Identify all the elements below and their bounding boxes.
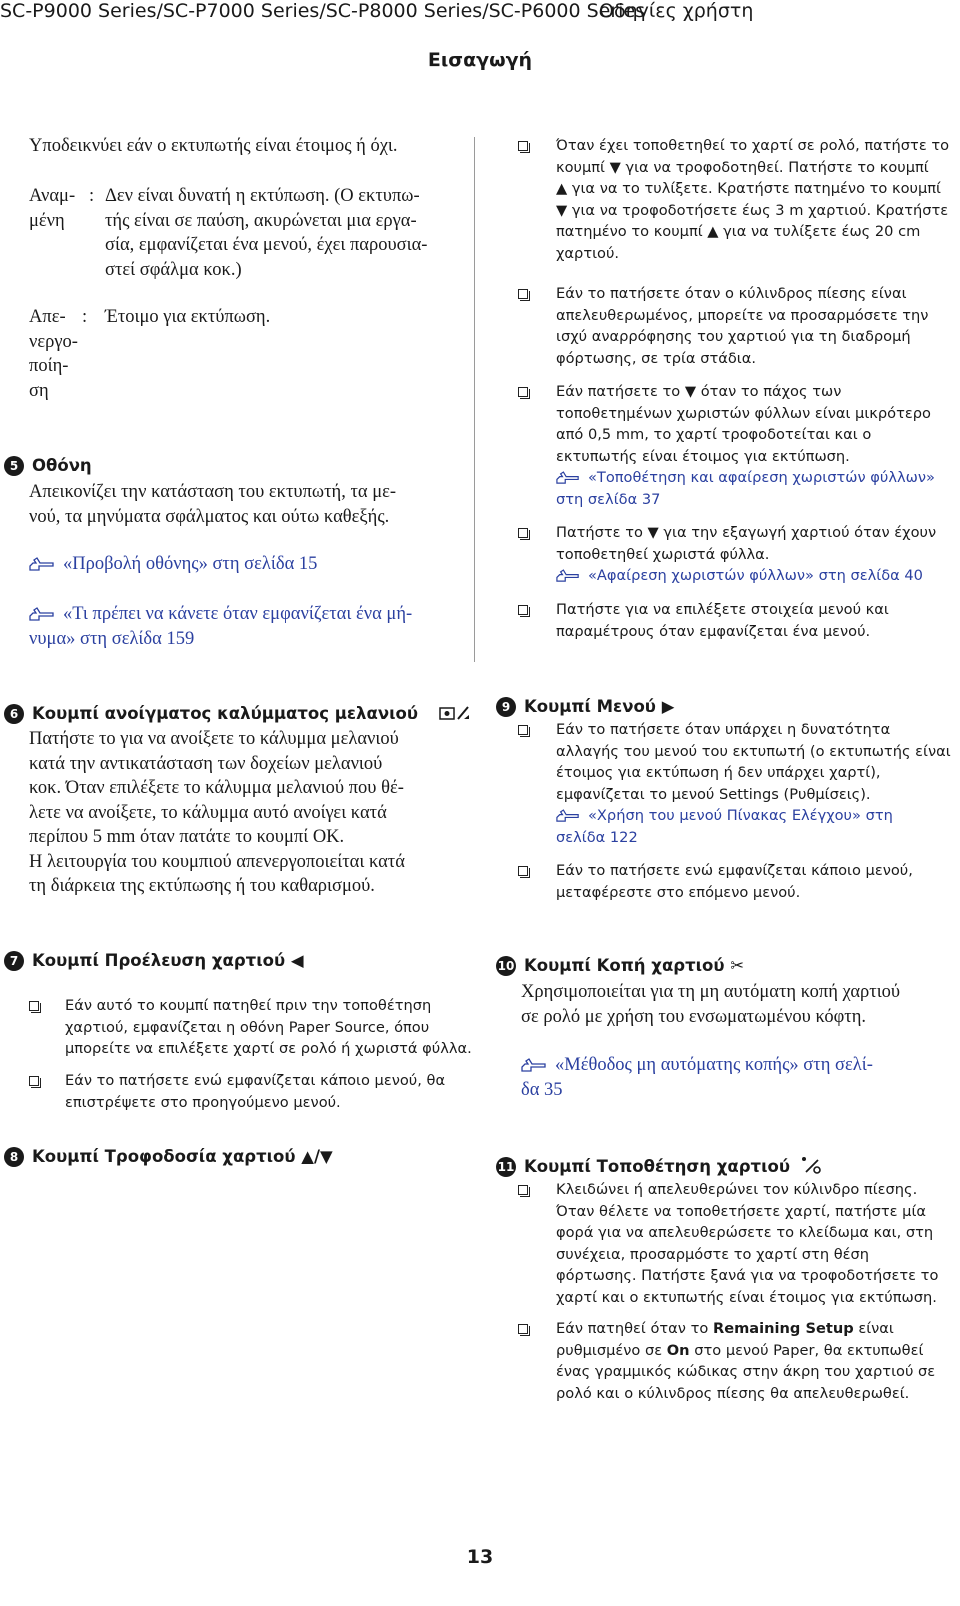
link-control-panel-menu[interactable]: «Χρήση του μενού Πίνακας Ελέγχου» στη [556,805,951,827]
paper-load-icon [800,1155,824,1175]
item-6-heading: 6 Κουμπί ανοίγματος καλύμματος μελανιού [4,703,472,724]
checkbox-bullet-icon [518,725,528,735]
link-load-sheets[interactable]: «Τοποθέτηση και αφαίρεση χωριστών φύλλων» [556,467,935,489]
status-label-waiting: Αναμ- μένη [29,186,76,231]
item-number-badge: 5 [4,456,24,476]
checkbox-bullet-icon [518,1185,528,1195]
pointing-hand-icon [29,607,55,623]
link-display-view[interactable]: «Προβολή οθόνης» στη σελίδα 15 [29,552,317,577]
bullet-remaining-setup: Εάν πατηθεί όταν το Remaining Setup είναι ρυθμισμένο σε On στο μενού Paper, θα εκτυπωθεί ένας γραμμικός κώδικας στην άκρη του χαρτιού σε ρολό και ο κύλινδρος πίεσης θα απελευθερωθεί. [556,1320,936,1402]
checkbox-bullet-icon [29,1076,39,1086]
bullet-sheet-feed: Εάν πατήσετε το ▼ όταν το πάχος των τοποθετημένων χωριστών φύλλων είναι μικρότερο από 0,5 mm, το χαρτί τροφοδοτείται και ο εκτυπωτής είναι έτοιμος για εκτύπωση. «Τοποθέτηση και αφαίρεση χωριστών φύλλων» στη σελίδα 37 [556,381,935,510]
document-title: SC-P9000 Series/SC-P7000 Series/SC-P8000 Series/SC-P6000 Series [0,0,646,22]
bullet-settings-menu: Εάν το πατήσετε όταν υπάρχει η δυνατότητα αλλαγής του μενού του εκτυπωτή (ο εκτυπωτής είναι έτοιμος για εκτύπωση ή δεν υπάρχει χαρτί), εμφανίζεται το μενού Settings (Ρυθμίσεις). «Χρήση του μενού Πίνακας Ελέγχου» στη σελίδα 122 [556,719,951,848]
link-control-panel-page[interactable]: σελίδα 122 [556,828,638,846]
item-7-heading: 7 Κουμπί Προέλευση χαρτιού ◀ [4,951,304,971]
status-sep: : [82,307,88,327]
checkbox-bullet-icon [518,605,528,615]
pointing-hand-icon [556,809,580,824]
item-5-heading: 5 Οθόνη [4,456,92,476]
section-title: Εισαγωγή [427,49,533,71]
checkbox-bullet-icon [518,289,528,299]
item-number-badge: 9 [496,697,516,717]
bullet-sheet-eject: Πατήστε το ▼ για την εξαγωγή χαρτιού όταν έχουν τοποθετηθεί χωριστά φύλλα. «Αφαίρεση χωριστών φύλλων» στη σελίδα 40 [556,522,936,587]
item-number-badge: 8 [4,1147,24,1167]
item-number-badge: 10 [496,956,516,976]
checkbox-bullet-icon [518,1324,528,1334]
status-sep: : [89,186,95,206]
pointing-hand-icon [521,1058,547,1074]
item-11-heading: 11 Κουμπί Τοποθέτηση χαρτιού [496,1155,824,1177]
checkbox-bullet-icon [518,141,528,151]
ink-cover-icon [438,703,472,723]
item-number-badge: 11 [496,1157,516,1177]
item-10-heading: 10 Κουμπί Κοπή χαρτιού ✂ [497,956,745,975]
checkbox-bullet-icon [518,528,528,538]
link-manual-cut[interactable]: «Μέθοδος μη αυτόματης κοπής» στη σελί- δα 35 [521,1055,873,1100]
bullet-previous-menu: Εάν το πατήσετε ενώ εμφανίζεται κάποιο μενού, θα επιστρέψετε στο προηγούμενο μενού. [65,1072,446,1111]
item-5-description: Απεικονίζει την κατάσταση του εκτυπωτή, τα με- νού, τα μηνύματα σφάλματος και ούτω καθεξής. [29,482,397,527]
status-intro: Υποδεικνύει εάν ο εκτυπωτής είναι έτοιμος ή όχι. [29,136,398,156]
item-number-badge: 6 [4,704,24,724]
bullet-suction: Εάν το πατήσετε όταν ο κύλινδρος πίεσης είναι απελευθερωμένος, μπορείτε να προσαρμόσετε την ισχύ αναρρόφησης του χαρτιού για τη διαδρομή φόρτωσης, σε τρία στάδια. [556,285,929,367]
page-number: 13 [466,1546,494,1568]
bullet-pressure-roller: Κλειδώνει ή απελευθερώνει τον κύλινδρο πίεσης. Όταν θέλετε να τοποθετήσετε χαρτί, πατήστε μία φορά για να απελευθερώσετε το κλείδωμα και, στη συνέχεια, προσαρμόστε το χαρτί στη θέση φόρτωσης. Πατήστε ξανά για να τροφοδοτήσετε το χαρτί και ο εκτυπωτής είναι έτοιμος για εκτύπωση. [556,1181,939,1306]
pointing-hand-icon [29,557,55,573]
bullet-paper-source: Εάν αυτό το κουμπί πατηθεί πριν την τοποθέτηση χαρτιού, εμφανίζεται η οθόνη Paper Source, όπου μπορείτε να επιλέξετε χαρτί σε ρολό ή χωριστά φύλλα. [65,997,472,1057]
item-9-heading: 9 Κουμπί Μενού ▶ [496,697,674,717]
item-6-description: Πατήστε το για να ανοίξετε το κάλυμμα μελανιού κατά την αντικατάσταση των δοχείων μελανιού κοκ. Όταν επιλέξετε το κάλυμμα μελανιού που θέ- λετε να ανοίξετε, το κάλυμμα αυτό ανοίγει κατά περίπου 5 mm όταν πατάτε το κουμπί OK. Η λειτουργία του κουμπιού απενεργοποιείται κατά τη διάρκεια της εκτύπωσης ή του καθαρισμού. [29,729,405,896]
column-divider [474,137,475,662]
link-remove-sheets[interactable]: «Αφαίρεση χωριστών φύλλων» στη σελίδα 40 [556,565,936,587]
bullet-next-menu: Εάν το πατήσετε ενώ εμφανίζεται κάποιο μενού, μεταφέρεστε στο επόμενο μενού. [556,862,913,901]
checkbox-bullet-icon [29,1001,39,1011]
status-label-inactive: Απε- νεργο- ποίη- ση [29,307,78,401]
checkbox-bullet-icon [518,866,528,876]
bullet-menu-select: Πατήστε για να επιλέξετε στοιχεία μενού και παραμέτρους όταν εμφανίζεται ένα μενού. [556,601,889,640]
status-desc-waiting: Δεν είναι δυνατή η εκτύπωση. (Ο εκτυπω- τής είναι σε παύση, ακυρώνεται μια εργα- σία, εμφανίζεται ένα μενού, έχει παρουσια- στεί σφάλμα κοκ.) [105,186,428,280]
link-error-messages[interactable]: «Τι πρέπει να κάνετε όταν εμφανίζεται ένα μή- νυμα» στη σελίδα 159 [29,604,413,649]
link-load-sheets-page[interactable]: στη σελίδα 37 [556,490,661,508]
checkbox-bullet-icon [518,387,528,397]
item-10-description: Χρησιμοποιείται για τη μη αυτόματη κοπή χαρτιού σε ρολό με χρήση του ενσωματωμένου κόφτη. [521,982,901,1027]
pointing-hand-icon [556,471,580,486]
bullet-roll-feed: Όταν έχει τοποθετηθεί το χαρτί σε ρολό, πατήστε το κουμπί ▼ για να τροφοδοτηθεί. Πατήστε το κουμπί ▲ για να το τυλίξετε. Κρατήστε πατημένο το κουμπί ▼ για να τροφοδοτήσετε έως 3 m χαρτιού. Κρατήστε πατημένο το κουμπί ▲ για να τυλίξετε έως 20 cm χαρτιού. [556,137,950,262]
pointing-hand-icon [556,569,580,584]
item-8-heading: 8 Κουμπί Τροφοδοσία χαρτιού ▲/▼ [4,1147,333,1167]
status-desc-ready: Έτοιμο για εκτύπωση. [105,307,271,327]
item-number-badge: 7 [4,951,24,971]
guide-title: Οδηγίες χρήστη [599,0,754,22]
